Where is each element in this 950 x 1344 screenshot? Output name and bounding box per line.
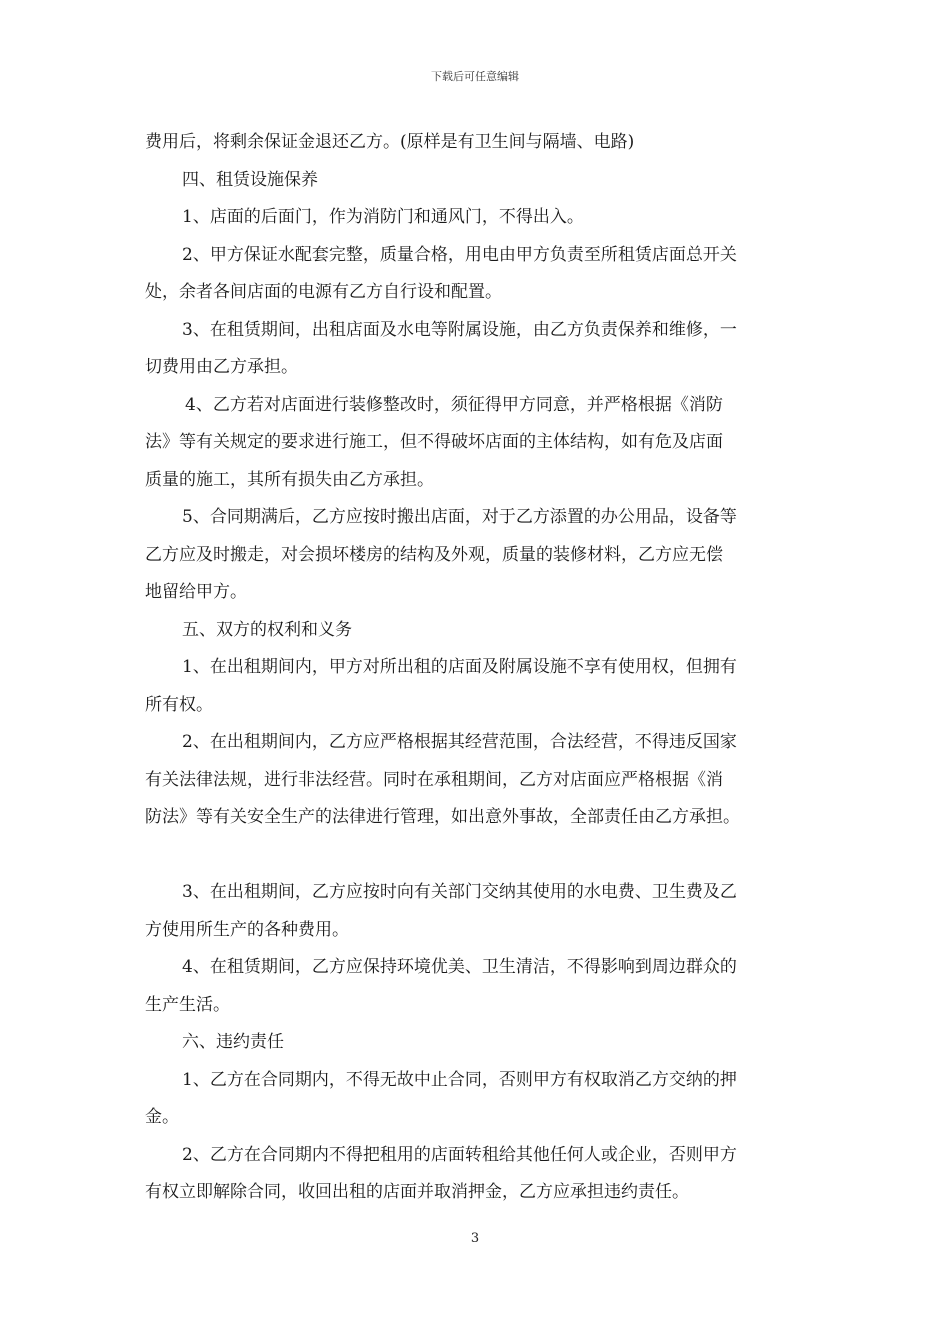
section-heading-5: 五、双方的权利和义务 — [182, 619, 352, 640]
clause-5-3: 3、在出租期间，乙方应按时向有关部门交纳其使用的水电费、卫生费及乙 — [182, 882, 737, 902]
paragraph-line: 费用后，将剩余保证金退还乙方。(原样是有卫生间与隔墙、电路) — [145, 132, 635, 152]
clause-4-1: 1、店面的后面门，作为消防门和通风门，不得出入。 — [182, 207, 584, 227]
paragraph-line: 处，余者各间店面的电源有乙方自行设和配置。 — [145, 282, 502, 302]
paragraph-line: 乙方应及时搬走，对会损坏楼房的结构及外观，质量的装修材料，乙方应无偿 — [145, 544, 723, 565]
paragraph-line: 金。 — [145, 1107, 179, 1127]
clause-6-1: 1、乙方在合同期内，不得无故中止合同，否则甲方有权取消乙方交纳的押 — [182, 1069, 737, 1090]
clause-5-2: 2、在出租期间内，乙方应严格根据其经营范围，合法经营，不得违反国家 — [182, 732, 737, 752]
clause-5-4: 4、在租赁期间，乙方应保持环境优美、卫生清洁，不得影响到周边群众的 — [182, 957, 737, 977]
clause-4-2: 2、甲方保证水配套完整，质量合格，用电由甲方负责至所租赁店面总开关 — [182, 244, 737, 265]
clause-4-3: 3、在租赁期间，出租店面及水电等附属设施，由乙方负责保养和维修，一 — [182, 319, 737, 340]
paragraph-line: 有关法律法规，进行非法经营。同时在承租期间，乙方对店面应严格根据《消 — [145, 769, 723, 790]
paragraph-line: 生产生活。 — [145, 994, 230, 1015]
page-header: 下载后可任意编辑 — [431, 70, 519, 83]
paragraph-line: 法》等有关规定的要求进行施工，但不得破坏店面的主体结构，如有危及店面 — [145, 432, 723, 452]
clause-4-5: 5、合同期满后，乙方应按时搬出店面，对于乙方添置的办公用品，设备等 — [182, 507, 737, 527]
blank-line — [145, 837, 815, 875]
clause-4-4: 4、乙方若对店面进行装修整改时，须征得甲方同意，并严格根据《消防 — [185, 394, 723, 415]
paragraph-line: 地留给甲方。 — [145, 582, 247, 602]
document-body — [145, 124, 815, 1212]
section-heading-6: 六、违约责任 — [182, 1032, 284, 1052]
paragraph-line: 切费用由乙方承担。 — [145, 357, 298, 377]
paragraph-line: 有权立即解除合同，收回出租的店面并取消押金，乙方应承担违约责任。 — [145, 1182, 689, 1202]
paragraph-line: 防法》等有关安全生产的法律进行管理，如出意外事故，全部责任由乙方承担。 — [145, 807, 740, 827]
paragraph-line: 质量的施工，其所有损失由乙方承担。 — [145, 469, 434, 490]
clause-6-2: 2、乙方在合同期内不得把租用的店面转租给其他任何人或企业，否则甲方 — [182, 1144, 737, 1165]
paragraph-line: 所有权。 — [145, 694, 213, 715]
clause-5-1: 1、在出租期间内，甲方对所出租的店面及附属设施不享有使用权，但拥有 — [182, 657, 737, 677]
paragraph-line: 方使用所生产的各种费用。 — [145, 919, 349, 940]
section-heading-4: 四、租赁设施保养 — [182, 169, 318, 190]
page-number: 3 — [470, 1231, 480, 1246]
